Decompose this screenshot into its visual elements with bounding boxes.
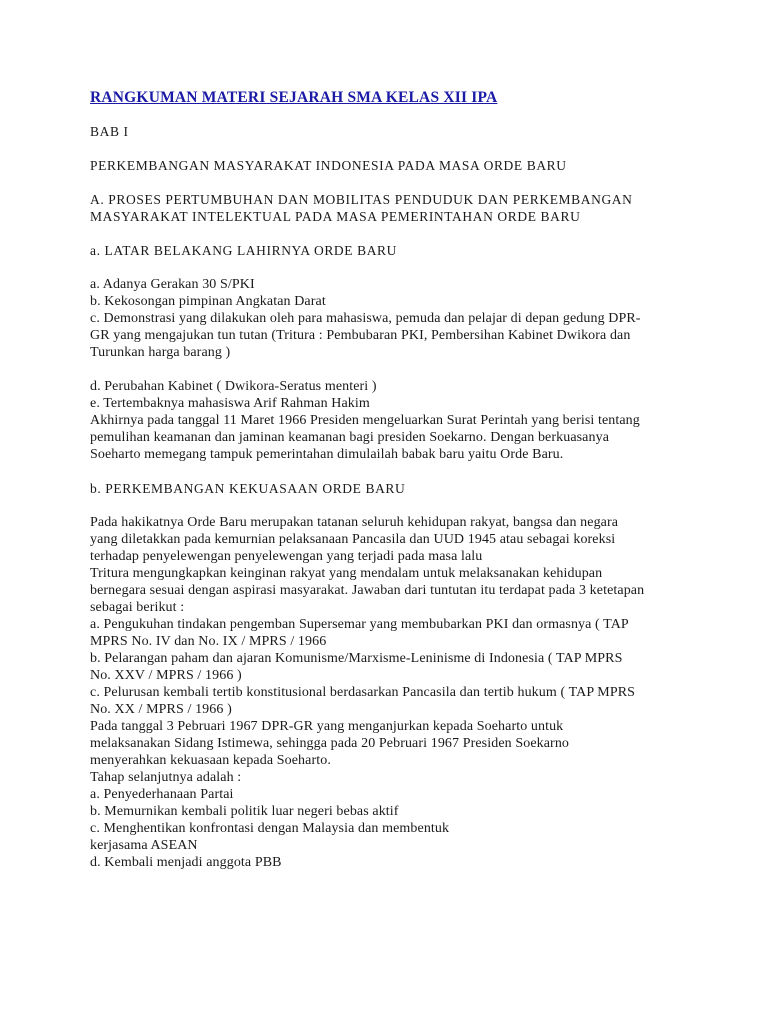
paragraph-line: c. Menghentikan konfrontasi dengan Malaysia dan membentuk bbox=[90, 821, 450, 836]
paragraph-line: Tahap selanjutnya adalah : bbox=[90, 770, 242, 785]
paragraph-line: a. Pengukuhan tindakan pengemban Supersemar yang membubarkan PKI dan ormasnya ( TAP bbox=[90, 617, 629, 632]
paragraph-line: Tritura mengungkapkan keinginan rakyat yang mendalam untuk melaksanakan kehidupan bbox=[90, 566, 603, 581]
paragraph-line: b. Kekosongan pimpinan Angkatan Darat bbox=[90, 294, 326, 309]
paragraph-line: a. Adanya Gerakan 30 S/PKI bbox=[90, 277, 255, 292]
paragraph-line: d. Perubahan Kabinet ( Dwikora-Seratus menteri ) bbox=[90, 379, 377, 394]
paragraph-line: No. XX / MPRS / 1966 ) bbox=[90, 702, 232, 717]
paragraph-line: c. Pelurusan kembali tertib konstitusional berdasarkan Pancasila dan tertib hukum ( TAP MPRS bbox=[90, 685, 636, 700]
section-a-heading-1: A. PROSES PERTUMBUHAN DAN MOBILITAS PENDUDUK DAN PERKEMBANGAN bbox=[90, 192, 633, 207]
paragraph-line: e. Tertembaknya mahasiswa Arif Rahman Hakim bbox=[90, 396, 370, 411]
paragraph-line: sebagai berikut : bbox=[90, 600, 185, 615]
paragraph-line: terhadap penyelewengan penyelewengan yang terjadi pada masa lalu bbox=[90, 549, 483, 564]
paragraph-line: bernegara sesuai dengan aspirasi masyarakat. Jawaban dari tuntutan itu terdapat pada 3 ketetapan bbox=[90, 583, 645, 598]
paragraph-line: GR yang mengajukan tun tutan (Tritura : Pembubaran PKI, Pembersihan Kabinet Dwikora dan bbox=[90, 328, 631, 343]
paragraph-line: b. Memurnikan kembali politik luar negeri bebas aktif bbox=[90, 804, 399, 819]
paragraph-line: Pada hakikatnya Orde Baru merupakan tatanan seluruh kehidupan rakyat, bangsa dan negara bbox=[90, 515, 619, 530]
document-title-link[interactable]: RANGKUMAN MATERI SEJARAH SMA KELAS XII IPA bbox=[90, 89, 498, 106]
paragraph-line: pemulihan keamanan dan jaminan keamanan bagi presiden Soekarno. Dengan berkuasanya bbox=[90, 430, 610, 445]
paragraph-line: a. Penyederhanaan Partai bbox=[90, 787, 234, 802]
paragraph-line: Turunkan harga barang ) bbox=[90, 345, 231, 360]
paragraph-line: Akhirnya pada tanggal 11 Maret 1966 Presiden mengeluarkan Surat Perintah yang berisi tentang bbox=[90, 413, 640, 428]
paragraph-line: Soeharto memegang tampuk pemerintahan dimulailah babak baru yaitu Orde Baru. bbox=[90, 447, 564, 462]
paragraph-line: kerjasama ASEAN bbox=[90, 838, 198, 853]
paragraph-line: melaksanakan Sidang Istimewa, sehingga pada 20 Pebruari 1967 Presiden Soekarno bbox=[90, 736, 570, 751]
section-a-heading-2: MASYARAKAT INTELEKTUAL PADA MASA PEMERINTAHAN ORDE BARU bbox=[90, 209, 581, 224]
paragraph-line: No. XXV / MPRS / 1966 ) bbox=[90, 668, 242, 683]
subsection-b-heading: b. PERKEMBANGAN KEKUASAAN ORDE BARU bbox=[90, 481, 406, 496]
paragraph-line: menyerahkan kekuasaan kepada Soeharto. bbox=[90, 753, 331, 768]
paragraph-line: Pada tanggal 3 Pebruari 1967 DPR-GR yang menganjurkan kepada Soeharto untuk bbox=[90, 719, 564, 734]
paragraph-line: d. Kembali menjadi anggota PBB bbox=[90, 855, 282, 870]
subsection-a-heading: a. LATAR BELAKANG LAHIRNYA ORDE BARU bbox=[90, 243, 398, 258]
paragraph-line: yang diletakkan pada kemurnian pelaksanaan Pancasila dan UUD 1945 atau sebagai koreksi bbox=[90, 532, 616, 547]
paragraph-line: MPRS No. IV dan No. IX / MPRS / 1966 bbox=[90, 634, 327, 649]
paragraph-line: c. Demonstrasi yang dilakukan oleh para mahasiswa, pemuda dan pelajar di depan gedung DPR- bbox=[90, 311, 641, 326]
chapter-label: BAB I bbox=[90, 124, 129, 139]
paragraph-line: b. Pelarangan paham dan ajaran Komunisme/Marxisme-Leninisme di Indonesia ( TAP MPRS bbox=[90, 651, 623, 666]
chapter-title: PERKEMBANGAN MASYARAKAT INDONESIA PADA MASA ORDE BARU bbox=[90, 158, 567, 173]
